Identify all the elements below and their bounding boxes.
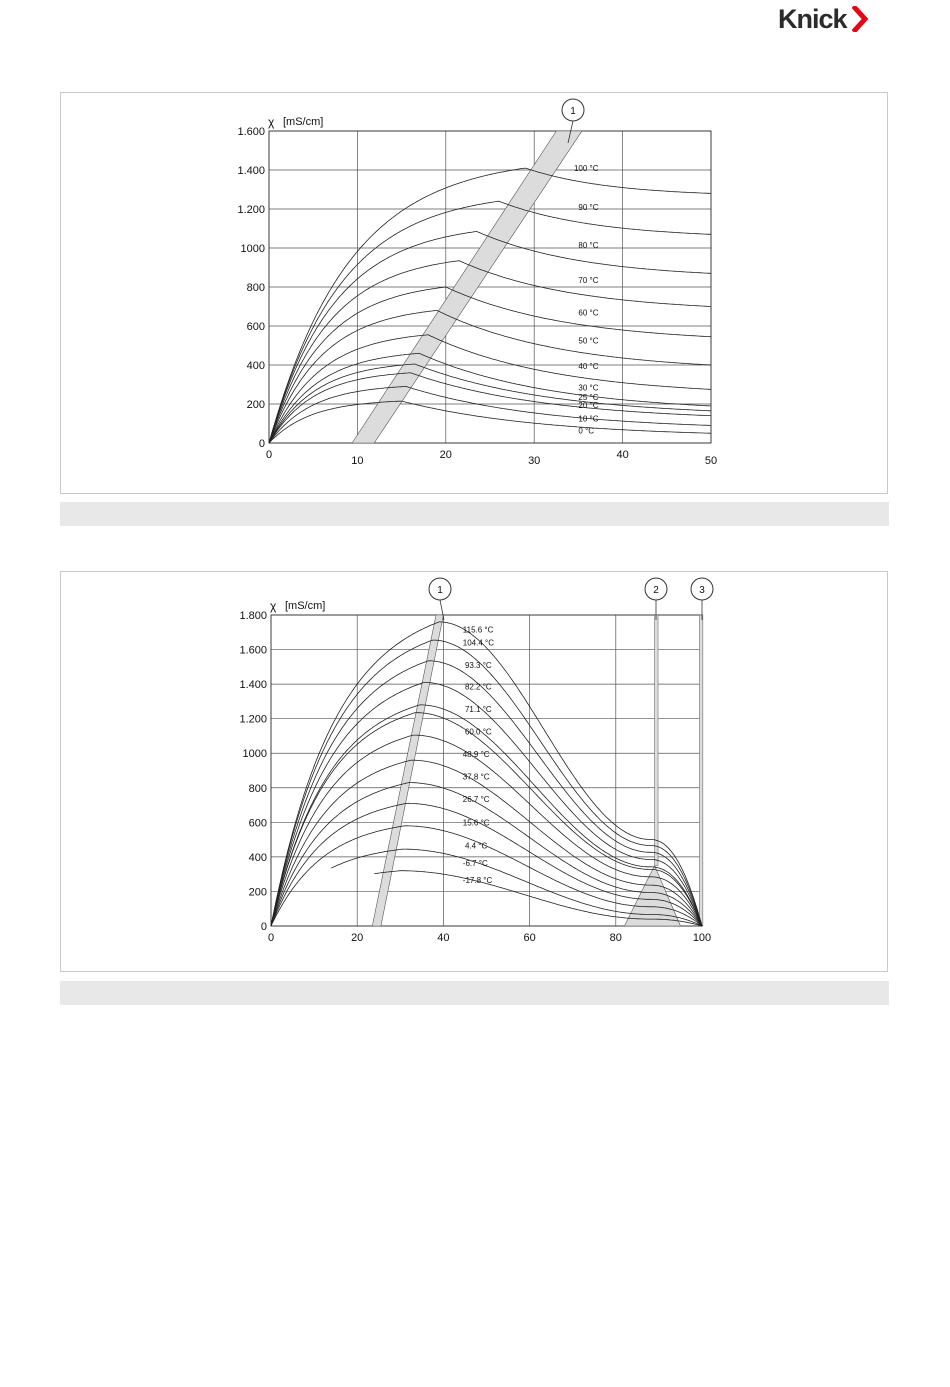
y-axis-symbol: χ — [270, 599, 277, 613]
series-label: 60.0 °C — [464, 727, 492, 737]
y-axis-symbol: χ — [268, 115, 275, 129]
band-2-stem — [655, 615, 658, 866]
chart-panel-1 — [60, 92, 888, 494]
series-label: 80 °C — [578, 241, 599, 251]
series-label: 70 °C — [578, 276, 599, 286]
series-label: 10 °C — [578, 414, 599, 424]
series-label: 100 °C — [573, 164, 599, 174]
series-line — [269, 353, 711, 443]
series-label: 82.2 °C — [464, 682, 492, 692]
series-label: 25 °C — [578, 393, 599, 403]
series-label: 20 °C — [578, 400, 599, 410]
y-tick-label: 1000 — [242, 748, 267, 761]
series-label: 26.7 °C — [462, 795, 490, 805]
y-tick-label: 1.600 — [239, 644, 267, 657]
conductivity-chart-1 — [61, 93, 887, 493]
series-label: 115.6 °C — [462, 625, 494, 635]
chart-panel-2 — [60, 571, 888, 972]
y-tick-label: 200 — [248, 886, 267, 899]
series-label: 0 °C — [578, 426, 595, 436]
x-tick-label: 50 — [704, 455, 718, 467]
x-tick-label: 20 — [351, 932, 364, 944]
y-tick-label: 400 — [248, 851, 267, 864]
series-label: 48.9 °C — [462, 750, 490, 760]
y-tick-label: 600 — [246, 321, 265, 333]
callout-number: 1 — [570, 106, 576, 117]
band-1 — [372, 615, 443, 926]
x-tick-label: 40 — [437, 932, 450, 944]
y-tick-label: 800 — [248, 782, 267, 795]
chevron-path — [855, 8, 865, 30]
x-tick-label: 80 — [609, 932, 622, 944]
x-tick-label: 100 — [692, 932, 712, 944]
y-tick-label: 1.400 — [237, 165, 265, 177]
series-line — [269, 386, 711, 443]
band-3 — [699, 615, 702, 926]
x-tick-label: 30 — [528, 455, 541, 467]
knick-logo — [778, 4, 893, 34]
callout-number: 1 — [437, 585, 443, 596]
y-tick-label: 1.600 — [237, 126, 265, 138]
series-label: 50 °C — [578, 336, 599, 346]
series-label: -6.7 °C — [462, 858, 488, 868]
chevron-right-icon — [852, 6, 874, 32]
series-line — [269, 261, 711, 443]
logo-text: Knick — [778, 3, 847, 34]
y-tick-label: 400 — [246, 360, 265, 372]
series-label: 93.3 °C — [464, 661, 492, 671]
y-tick-label: 0 — [260, 921, 267, 933]
figure-caption-bar-2 — [60, 981, 889, 1005]
series-label: 40 °C — [578, 361, 599, 371]
series-line — [269, 335, 711, 443]
series-label: 104.4 °C — [462, 638, 495, 648]
conductivity-chart-2 — [61, 572, 887, 971]
x-tick-label: 20 — [439, 449, 452, 461]
series-label: 90 °C — [578, 203, 599, 213]
y-tick-label: 1000 — [240, 243, 265, 255]
series-label: 71.1 °C — [464, 705, 492, 715]
series-label: 60 °C — [578, 308, 599, 318]
series-label: 4.4 °C — [464, 841, 488, 851]
x-tick-label: 10 — [351, 455, 364, 467]
y-tick-label: 200 — [246, 399, 265, 411]
y-tick-label: 1.800 — [239, 610, 267, 622]
figure-caption-bar-1 — [60, 502, 889, 526]
series-label: 30 °C — [578, 383, 599, 393]
y-tick-label: 1.400 — [239, 679, 267, 692]
x-tick-label: 40 — [616, 449, 629, 461]
y-tick-label: 0 — [258, 438, 265, 450]
x-tick-label: 0 — [267, 932, 275, 944]
callout-number: 3 — [699, 585, 705, 596]
y-tick-label: 1.200 — [239, 713, 267, 726]
x-tick-label: 60 — [523, 932, 536, 944]
series-label: 37.8 °C — [462, 772, 490, 782]
y-axis-unit: [mS/cm] — [283, 116, 324, 128]
series-line — [269, 310, 711, 443]
callout-number: 2 — [653, 585, 659, 596]
series-line — [271, 661, 702, 926]
series-label: -17.8 °C — [462, 876, 493, 886]
series-label: 15.6 °C — [462, 818, 490, 828]
y-tick-label: 1.200 — [237, 204, 265, 216]
y-tick-label: 800 — [246, 282, 265, 294]
x-tick-label: 0 — [265, 449, 273, 461]
y-tick-label: 600 — [248, 817, 267, 830]
y-axis-unit: [mS/cm] — [285, 600, 326, 612]
